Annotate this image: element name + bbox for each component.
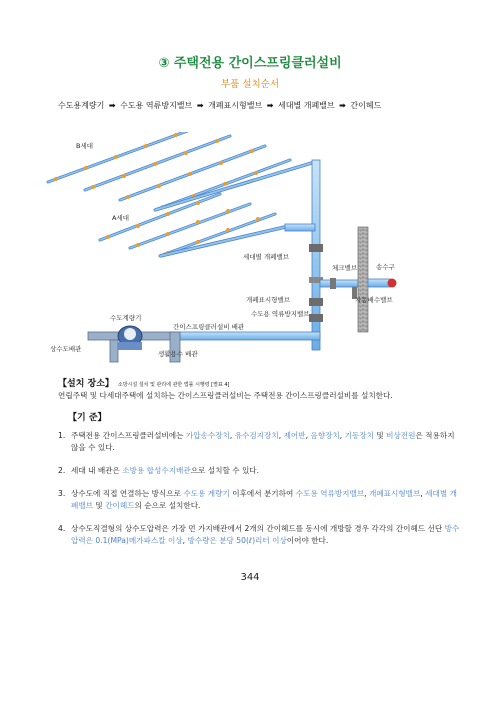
flow-step: 간이헤드 — [350, 101, 382, 110]
text-segment: 상수도에 직접 연결하는 방식으로 — [71, 489, 184, 498]
highlighted-term: 제어반 — [283, 431, 306, 440]
page-number: 344 — [240, 572, 260, 583]
criteria-item-text — [71, 523, 463, 547]
text-segment: 이후에서 분기하여 — [229, 489, 296, 498]
flow-step: 수도용 역류방지밸브 — [120, 101, 193, 110]
water-main-label: 상수도배관 — [50, 345, 82, 353]
installation-heading-row — [58, 376, 230, 389]
highlighted-term: 음향장치 — [310, 431, 340, 440]
criteria-list — [58, 430, 463, 558]
highlighted-term: 세대별 개폐밸브 — [71, 489, 457, 510]
water-meter-label: 수도계량기 — [110, 314, 142, 322]
text-segment: 및 — [93, 501, 106, 510]
highlighted-term: 수도용 역류방지밸브 — [295, 489, 365, 498]
riser-pipe — [285, 160, 323, 350]
text-segment: 이어야 한다. — [286, 536, 329, 545]
text-segment: 및 — [373, 431, 387, 440]
text-segment: 주택전용 간이스프링클러설비에는 — [71, 431, 186, 440]
domestic-pipe-label: 생활용수 배관 — [158, 350, 198, 358]
arrow-right-icon: ➡ — [266, 101, 274, 110]
a-unit-label: A세대 — [112, 214, 130, 222]
text-segment: , — [364, 489, 369, 498]
criteria-item — [58, 465, 463, 477]
unit-valve-label: 세대별 개폐밸브 — [243, 253, 290, 261]
highlighted-term: 기동장치 — [344, 431, 374, 440]
water-meter-icon — [118, 326, 142, 350]
criteria-item — [58, 488, 463, 512]
arrow-right-icon: ➡ — [339, 101, 346, 110]
page-title: ③ 주택전용 간이스프링클러설비 — [158, 56, 342, 71]
sprinkler-piping-diagram — [30, 132, 470, 367]
criteria-item-text — [71, 430, 463, 454]
text-segment: 상수도직결형의 상수도압력은 가장 먼 가지배관에서 2개의 간이헤드를 동시에 개방할 경우 각각의 간이헤드 선단 — [71, 524, 445, 533]
text-segment: , — [182, 536, 188, 545]
highlighted-term: 간이헤드 — [105, 501, 135, 510]
text-segment: , — [420, 489, 426, 498]
highlighted-term: 개폐표시형밸브 — [369, 489, 421, 498]
criteria-item-number: 3. — [58, 489, 66, 498]
text-segment: 의 순으로 설치한다. — [134, 501, 201, 510]
auto-drain-label: 자동배수밸브 — [355, 296, 393, 304]
criteria-item-text — [71, 465, 463, 477]
fire-hose-label: 송수구 — [376, 263, 395, 271]
flow-step: 세대별 개폐밸브 — [277, 101, 335, 110]
highlighted-term: 소방용 합성수지배관 — [122, 466, 191, 475]
installation-text: 연립주택 및 다세대주택에 설치하는 간이스프링클러설비는 주택전용 간이스프링클러설비를 설치한다. — [58, 391, 393, 400]
text-segment: , — [305, 431, 311, 440]
criteria-item — [58, 430, 463, 454]
highlighted-term: 방수압력은 0.1(MPa)메가파스칼 이상 — [71, 524, 460, 545]
b-unit-label: B세대 — [76, 142, 94, 150]
highlighted-term: 비상전원 — [386, 431, 416, 440]
backflow-valve-label: 수도용 역류방지밸브 — [251, 310, 310, 318]
fire-dept-connection-icon — [388, 279, 397, 288]
flow-step: 수도용계량기 — [58, 101, 105, 110]
installation-heading: 【설치 장소】 — [58, 379, 114, 389]
highlighted-term: 유수검지장치 — [234, 431, 279, 440]
check-valve-label: 체크밸브 — [332, 264, 358, 272]
highlighted-term: 수도용 계량기 — [183, 489, 230, 498]
sprinkler-supply-pipe — [180, 332, 320, 340]
criteria-item-text — [71, 488, 463, 512]
highlighted-term: 가압송수장치 — [185, 431, 230, 440]
flow-step: 개폐표시형밸브 — [208, 101, 263, 110]
sprinkler-pipe-label: 간이스프링클러설비 배관 — [173, 323, 245, 331]
arrow-right-icon: ➡ — [108, 101, 116, 110]
text-segment: , — [339, 431, 345, 440]
text-segment: , — [229, 431, 235, 440]
criteria-item-number: 4. — [58, 524, 66, 533]
text-segment: 세대 내 배관은 — [71, 466, 123, 475]
criteria-heading: 【기 준】 — [68, 413, 107, 423]
criteria-item-number: 2. — [58, 466, 66, 475]
text-segment: 은 적용하지 않을 수 있다. — [71, 431, 455, 452]
arrow-right-icon: ➡ — [196, 101, 204, 110]
install-order-flow — [58, 100, 458, 111]
page-subtitle: 부품 설치순서 — [220, 79, 280, 90]
criteria-item-number: 1. — [58, 431, 66, 440]
highlighted-term: 방수량은 분당 50(ℓ)리터 이상 — [187, 536, 287, 545]
text-segment: , — [278, 431, 284, 440]
gate-valve-label: 개폐표시형밸브 — [246, 296, 290, 304]
installation-note: 소방시설 설치 및 관리에 관한 법률 시행령 [별표 4] — [117, 382, 230, 388]
criteria-item — [58, 523, 463, 547]
text-segment: 으로 설치할 수 있다. — [190, 466, 260, 475]
